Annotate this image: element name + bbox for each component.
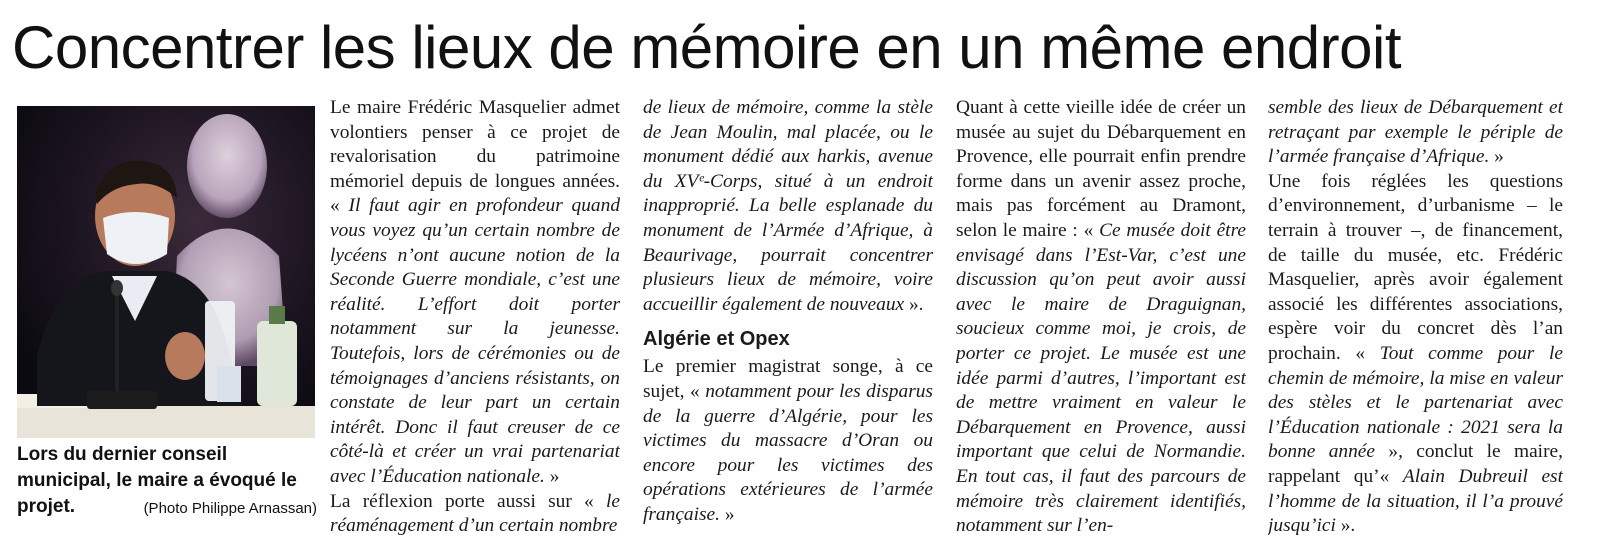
quote-text: semble des lieux de Débarquement et retraçant par exemple le périple de l’armée française d’Afrique. [1268, 97, 1563, 168]
photo-credit: (Photo Philippe Arnassan) [143, 500, 317, 517]
text-run: Une fois réglées les questions d’environnement, d’urbanisme – le terrain à trouver –, de financement, de taille du musée, etc. Frédéric Masquelier, après avoir également associé les différentes associations, espère voir du concret dès l’an prochain. « [1268, 170, 1563, 364]
text-run: Le maire Frédéric Masquelier admet volontiers penser à ce projet de revalorisation du patrimoine mémoriel depuis de longues années. « [330, 97, 620, 217]
quote-text: notamment pour les disparus de la guerre d’Algérie, pour les victimes du massacre d’Oran ou encore pour les victimes des opérations extérieures de l’armée française. [643, 380, 933, 525]
paragraph [956, 96, 1246, 536]
article-column-2 [643, 96, 933, 536]
article-column-4 [1268, 96, 1563, 536]
caption-text: Lors du dernier conseil municipal, le maire a évoqué le projet. [17, 444, 297, 517]
quote-text: le réaménagement d’un certain nombre [330, 490, 620, 536]
photo-illustration [17, 106, 315, 438]
quote-text: Alain Dubreuil est l’homme de la situation, il l’a prouvé jusqu’ici [1268, 465, 1563, 536]
paragraph [330, 490, 620, 537]
paragraph [1268, 96, 1563, 170]
quote-text: Il faut agir en profondeur quand vous voyez qu’un certain nombre de lycéens n’ont aucune notion de la Seconde Guerre mondiale, c’est une réalité. L’effort doit porter notamment sur la jeunesse. Toutefois, lors de cérémonies ou de témoignages d’anciens résistants, on constate de leur part un certain intérêt. Donc il faut creuser de ce côté-là et créer un vrai partenariat avec l’Éducation nationale. [330, 195, 620, 487]
quote-text: Tout comme pour le chemin de mémoire, la mise en valeur des stèles et le partenariat avec l’Éducation nationale : 2021 sera la bonne année [1268, 342, 1563, 463]
article-column-3 [956, 96, 1246, 536]
text-run: Quant à cette vieille idée de créer un musée au sujet du Débarquement en Provence, elle pourrait enfin prendre forme dans un avenir assez proche, mais pas forcément au Dramont, selon le maire : « [956, 97, 1246, 241]
article-photo [17, 106, 315, 438]
paragraph [643, 96, 933, 317]
text-run: Le premier magistrat songe, à ce sujet, « [643, 356, 933, 402]
text-run: » [544, 465, 560, 487]
paragraph [330, 96, 620, 490]
text-run: » [720, 503, 735, 525]
article-column-1 [330, 96, 620, 536]
text-run: » [1489, 146, 1504, 168]
paragraph [1268, 170, 1563, 536]
quote-text: de lieux de mémoire, comme la stèle de Jean Moulin, mal placée, ou le monument dédié aux harkis, avenue du XVᵉ-Corps, situé à un endroit inapproprié. La belle esplanade du monument de l’Armée d’Afrique, à Beaurivage, pourrait concentrer plusieurs lieux de mémoire, voire accueillir également de nouveaux [643, 97, 933, 315]
text-run: ». [1335, 515, 1356, 536]
subheading: Algérie et Opex [643, 328, 790, 351]
paragraph [643, 355, 933, 527]
headline: Concentrer les lieux de mémoire en un même endroit [12, 14, 1402, 81]
quote-text: Ce musée doit être envisagé dans l’Est-Var, c’est une discussion qu’on peut avoir aussi avec le maire de Draguignan, soucieux comme moi, je crois, de porter ce projet. Le musée est une idée parmi d’autres, l’important est de mettre vraiment en valeur le Débarquement en Provence, aussi important que celui de Normandie. En tout cas, il faut des parcours de mémoire très clairement identifiés, notamment sur l’en- [956, 219, 1246, 536]
photo-caption [17, 442, 317, 522]
text-run: ». [904, 293, 924, 315]
text-run: », conclut le maire, rappelant qu’« [1268, 441, 1563, 487]
text-run: La réflexion porte aussi sur « [330, 490, 606, 512]
